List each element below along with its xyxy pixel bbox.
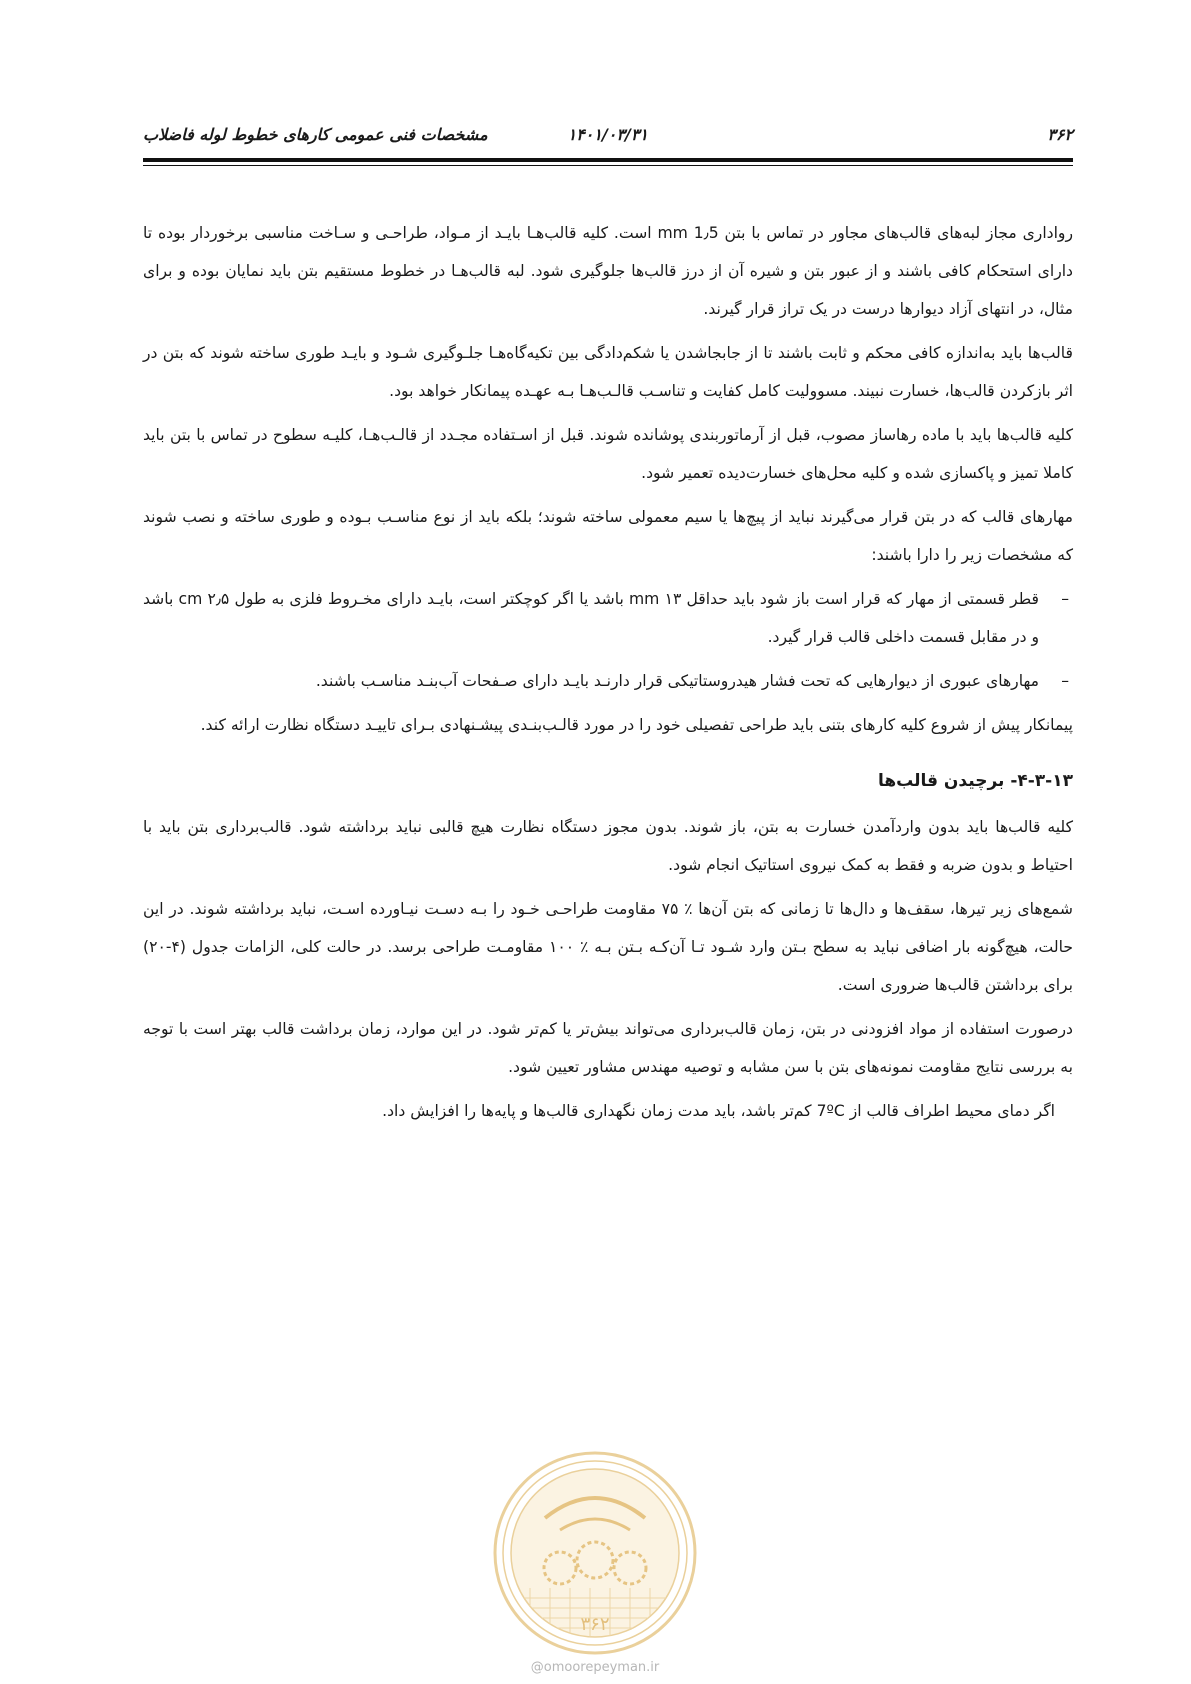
seal-page-number: ۳۶۲	[580, 1614, 610, 1635]
header-rule-thick	[143, 158, 1073, 162]
paragraph-admixtures: درصورت استفاده از مواد افزودنی در بتن، زمان قالب‌برداری می‌تواند بیش‌تر یا کم‌تر شود. در این موارد، زمان برداشت قالب بهتر است با توجه به بررسی نتایج مقاومت نمونه‌های بتن با سن مشابه و توصیه مهندس مشاور تعیین شود.	[143, 1020, 1073, 1076]
header-title: مشخصات فنی عمومی کارهای خطوط لوله فاضلاب	[143, 125, 488, 144]
watermark-url: @omoorepeyman.ir	[530, 1660, 660, 1675]
paragraph-design-submission: پیمانکار پیش از شروع کلیه کارهای بتنی باید طراحی تفصیلی خود را در مورد قالـب‌بنـدی پیشـنهادی بـرای تاییـد دستگاه نظارت ارائه کند.	[200, 716, 1073, 734]
paragraph-formwork-rigidity: قالب‌ها باید به‌اندازه کافی محکم و ثابت باشند تا از جابجاشدن یا شکم‌دادگی بین تکیه‌گاه‌هـا جلـوگیری شـود و بایـد طوری ساخته شوند که بتن در اثر بازکردن قالب‌ها، خسارت نبیند. مسوولیت کامل کفایت و تناسـب قالـب‌هـا بـه عهـده پیمانکار خواهد بود.	[143, 344, 1073, 400]
watermark-seal-icon	[490, 1448, 700, 1658]
paragraph-tolerance: رواداری مجاز لبه‌های قالب‌های مجاور در تماس با بتن 1٫5 mm است. کلیه قالب‌هـا بایـد از مـواد، طراحـی و سـاخت مناسبی برخوردار بوده تا دارای استحکام کافی باشند و از عبور بتن و شیره آن از درز قالب‌ها جلوگیری شود. لبه قالب‌هـا در خطوط مستقیم بتن باید نمایان بوده و برای مثال، در انتهای آزاد دیوارها درست در یک تراز قرار گیرند.	[143, 224, 1073, 318]
header-page-number: ۳۶۲	[1047, 125, 1073, 144]
page-header	[143, 125, 1073, 151]
bullet-dash: –	[1061, 672, 1069, 690]
bullet-item	[143, 662, 1073, 700]
bullet-item	[143, 580, 1073, 656]
bullet-text: قطر قسمتی از مهار که قرار است باز شود باید حداقل ۱۳ mm باشد یا اگر کوچکتر است، بایـد دارای مخـروط فلزی به طول ۲٫۵ cm باشد و در مقابل قسمت داخلی قالب قرار گیرد.	[143, 590, 1039, 646]
paragraph-release-agent: کلیه قالب‌ها باید با ماده رهاساز مصوب، قبل از آرماتوربندی پوشانده شوند. قبل از اسـتفاده مجـدد از قالـب‌هـا، کلیـه سطوح در تماس با بتن باید کاملا تمیز و پاکسازی شده و کلیه محل‌های خسارت‌دیده تعمیر شود.	[143, 426, 1073, 482]
document-body	[143, 214, 1073, 1136]
section-heading: ۴-۳-۱۳- برچیدن قالب‌ها	[877, 771, 1073, 791]
paragraph-shoring: شمع‌های زیر تیرها، سقف‌ها و دال‌ها تا زمانی که بتن آن‌ها ٪ ۷۵ مقاومت طراحـی خـود را بـه دسـت نیـاورده اسـت، نباید برداشته شوند. در این حالت، هیچ‌گونه بار اضافی نباید به سطح بـتن وارد شـود تـا آن‌کـه بـتن بـه ٪ ۱۰۰ مقاومـت طراحی برسد. در حالت کلی، الزامات جدول (۴-۲۰) برای برداشتن قالب‌ها ضروری است.	[143, 900, 1073, 994]
paragraph-stripping: کلیه قالب‌ها باید بدون واردآمدن خسارت به بتن، باز شوند. بدون مجوز دستگاه نظارت هیچ قالبی نباید برداشته شود. قالب‌برداری بتن باید با احتیاط و بدون ضربه و فقط به کمک نیروی استاتیک انجام شود.	[143, 818, 1073, 874]
bullet-text: مهارهای عبوری از دیوارهایی که تحت فشار هیدروستاتیکی قرار دارنـد بایـد دارای صـفحات آب‌بنـد مناسـب باشند.	[315, 672, 1039, 690]
header-rule-thin	[143, 165, 1073, 166]
paragraph-form-ties: مهارهای قالب که در بتن قرار می‌گیرند نباید از پیچ‌ها یا سیم معمولی ساخته شوند؛ بلکه باید از نوع مناسـب بـوده و طوری ساخته و نصب شوند که مشخصات زیر را دارا باشند:	[143, 508, 1073, 564]
header-date: ۱۴۰۱/۰۳/۳۱	[567, 125, 648, 144]
bullet-dash: –	[1061, 590, 1069, 608]
paragraph-temperature: اگر دمای محیط اطراف قالب از 7ºC کم‌تر باشد، باید مدت زمان نگهداری قالب‌ها و پایه‌ها را افزایش داد.	[382, 1102, 1055, 1120]
